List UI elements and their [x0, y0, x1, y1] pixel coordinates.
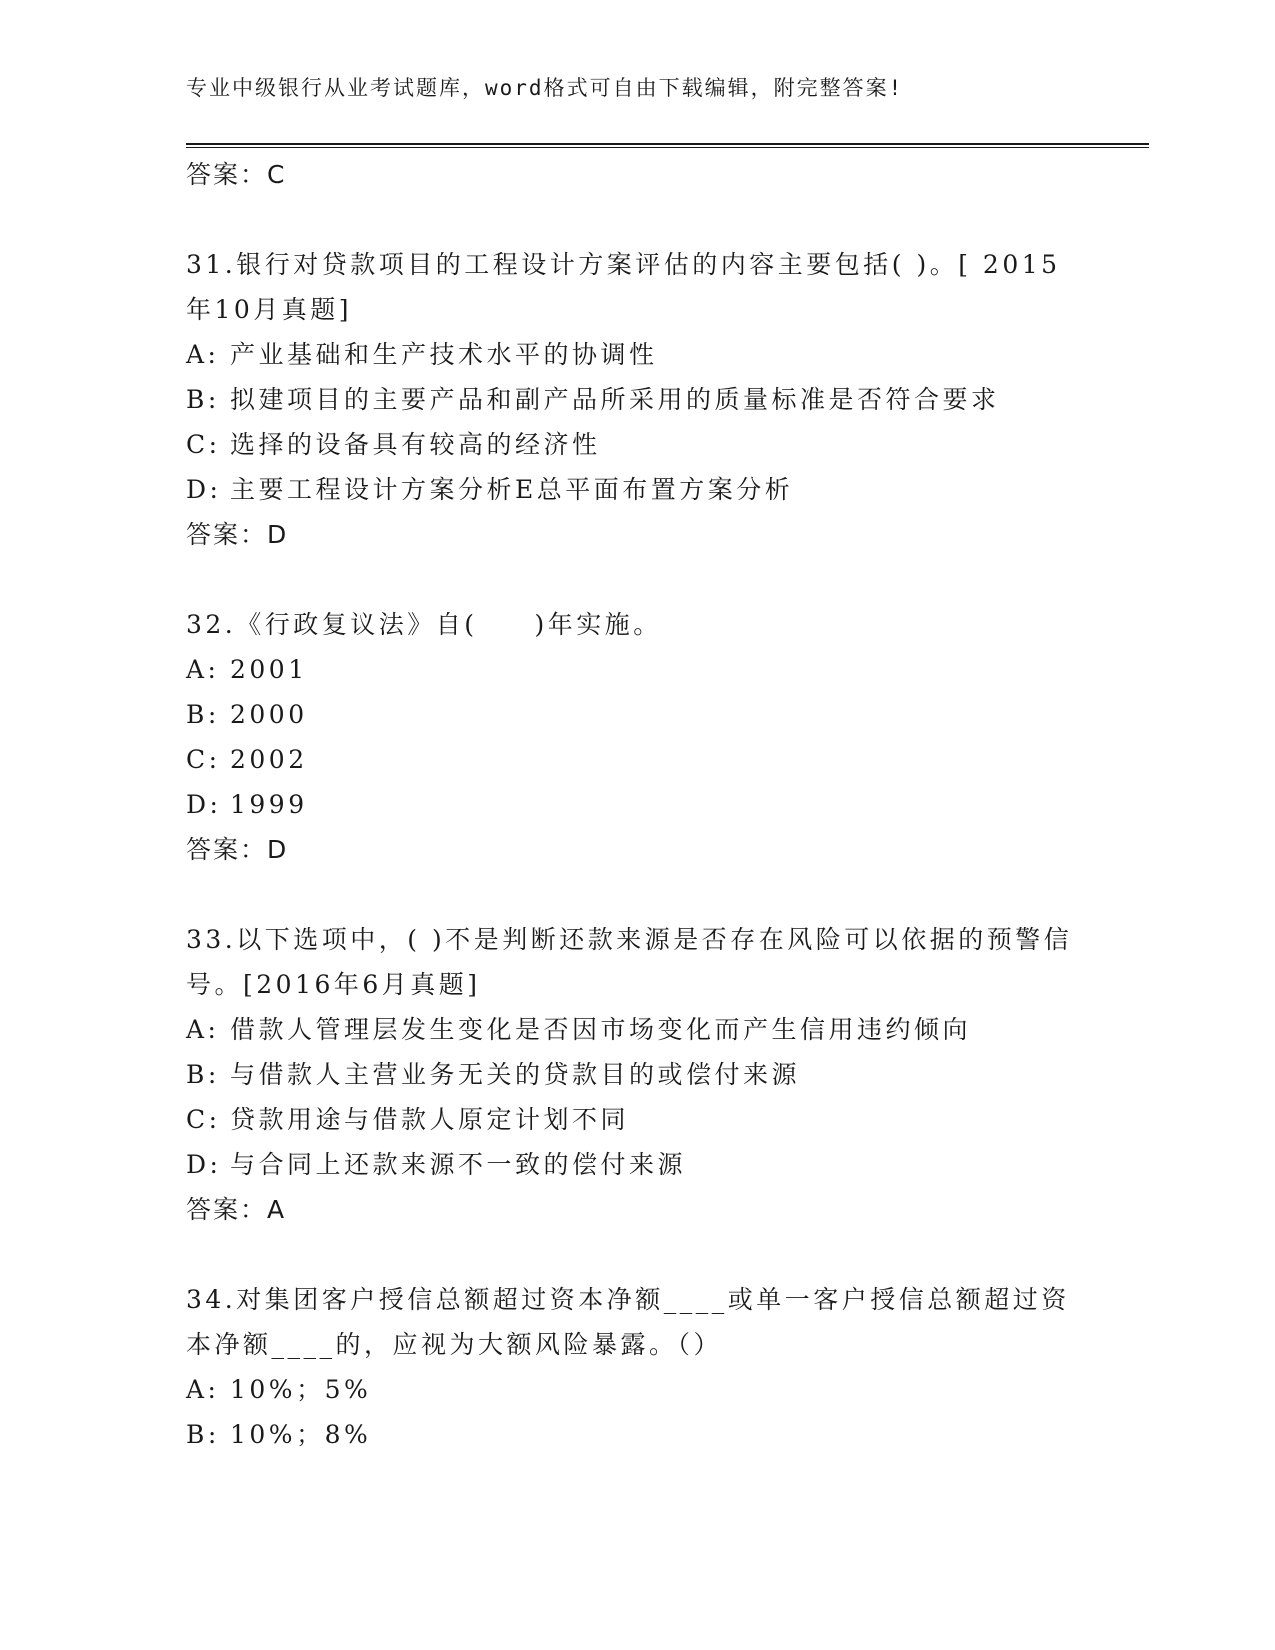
option-text: 贷款用途与借款人原定计划不同 [230, 1105, 630, 1134]
option-d [186, 782, 1086, 827]
question-33 [186, 917, 1086, 1232]
option-letter: B: [186, 700, 220, 729]
option-b [186, 1052, 1086, 1097]
option-text: 10%；8% [230, 1420, 372, 1449]
option-letter: D: [186, 1150, 222, 1179]
question-stem: 34.对集团客户授信总额超过资本净额____或单一客户授信总额超过资本净额____的，应视为大额风险暴露。（） [186, 1285, 1070, 1359]
option-letter: C: [186, 1105, 221, 1134]
option-letter: B: [186, 1060, 220, 1089]
option-letter: A: [186, 340, 220, 369]
question-32 [186, 602, 1086, 872]
option-text: 与借款人主营业务无关的贷款目的或偿付来源 [230, 1060, 801, 1089]
question-stem: 32.《行政复议法》自( )年实施。 [186, 610, 662, 639]
option-letter: D: [186, 475, 222, 504]
option-text: 2002 [230, 745, 308, 774]
option-letter: D: [186, 790, 222, 819]
option-text: 拟建项目的主要产品和副产品所采用的质量标准是否符合要求 [230, 385, 1000, 414]
option-b [186, 377, 1086, 422]
option-c [186, 1097, 1086, 1142]
option-letter: A: [186, 655, 220, 684]
option-text: 1999 [230, 790, 308, 819]
option-a [186, 332, 1086, 377]
option-text: 与合同上还款来源不一致的偿付来源 [230, 1150, 687, 1179]
question-34 [186, 1277, 1086, 1457]
option-b [186, 692, 1086, 737]
option-a [186, 647, 1086, 692]
previous-answer: 答案：C [186, 160, 287, 189]
option-text: 2001 [230, 655, 308, 684]
option-letter: B: [186, 385, 220, 414]
option-c [186, 737, 1086, 782]
option-text: 产业基础和生产技术水平的协调性 [230, 340, 658, 369]
question-stem: 33.以下选项中，( )不是判断还款来源是否存在风险可以依据的预警信号。[2016年6月真题] [186, 925, 1073, 999]
option-b [186, 1412, 1086, 1457]
option-text: 2000 [230, 700, 308, 729]
option-d [186, 1142, 1086, 1187]
option-letter: B: [186, 1420, 220, 1449]
option-letter: C: [186, 430, 221, 459]
option-text: 主要工程设计方案分析E总平面布置方案分析 [230, 475, 794, 504]
option-letter: C: [186, 745, 221, 774]
option-letter: A: [186, 1375, 220, 1404]
option-a [186, 1367, 1086, 1412]
question-list [186, 152, 1086, 1457]
question-stem: 31.银行对贷款项目的工程设计方案评估的内容主要包括( )。[ 2015年10月真题] [186, 250, 1061, 324]
option-a [186, 1007, 1086, 1052]
question-answer: 答案：D [186, 835, 289, 864]
option-letter: A: [186, 1015, 220, 1044]
question-answer: 答案：A [186, 1195, 287, 1224]
option-c [186, 422, 1086, 467]
question-answer: 答案：D [186, 520, 289, 549]
header-divider [186, 143, 1149, 148]
option-d [186, 467, 1086, 512]
page-header: 专业中级银行从业考试题库，word格式可自由下载编辑，附完整答案! [186, 76, 904, 100]
option-text: 10%；5% [230, 1375, 372, 1404]
option-text: 借款人管理层发生变化是否因市场变化而产生信用违约倾向 [230, 1015, 972, 1044]
option-text: 选择的设备具有较高的经济性 [230, 430, 601, 459]
question-31 [186, 242, 1086, 557]
